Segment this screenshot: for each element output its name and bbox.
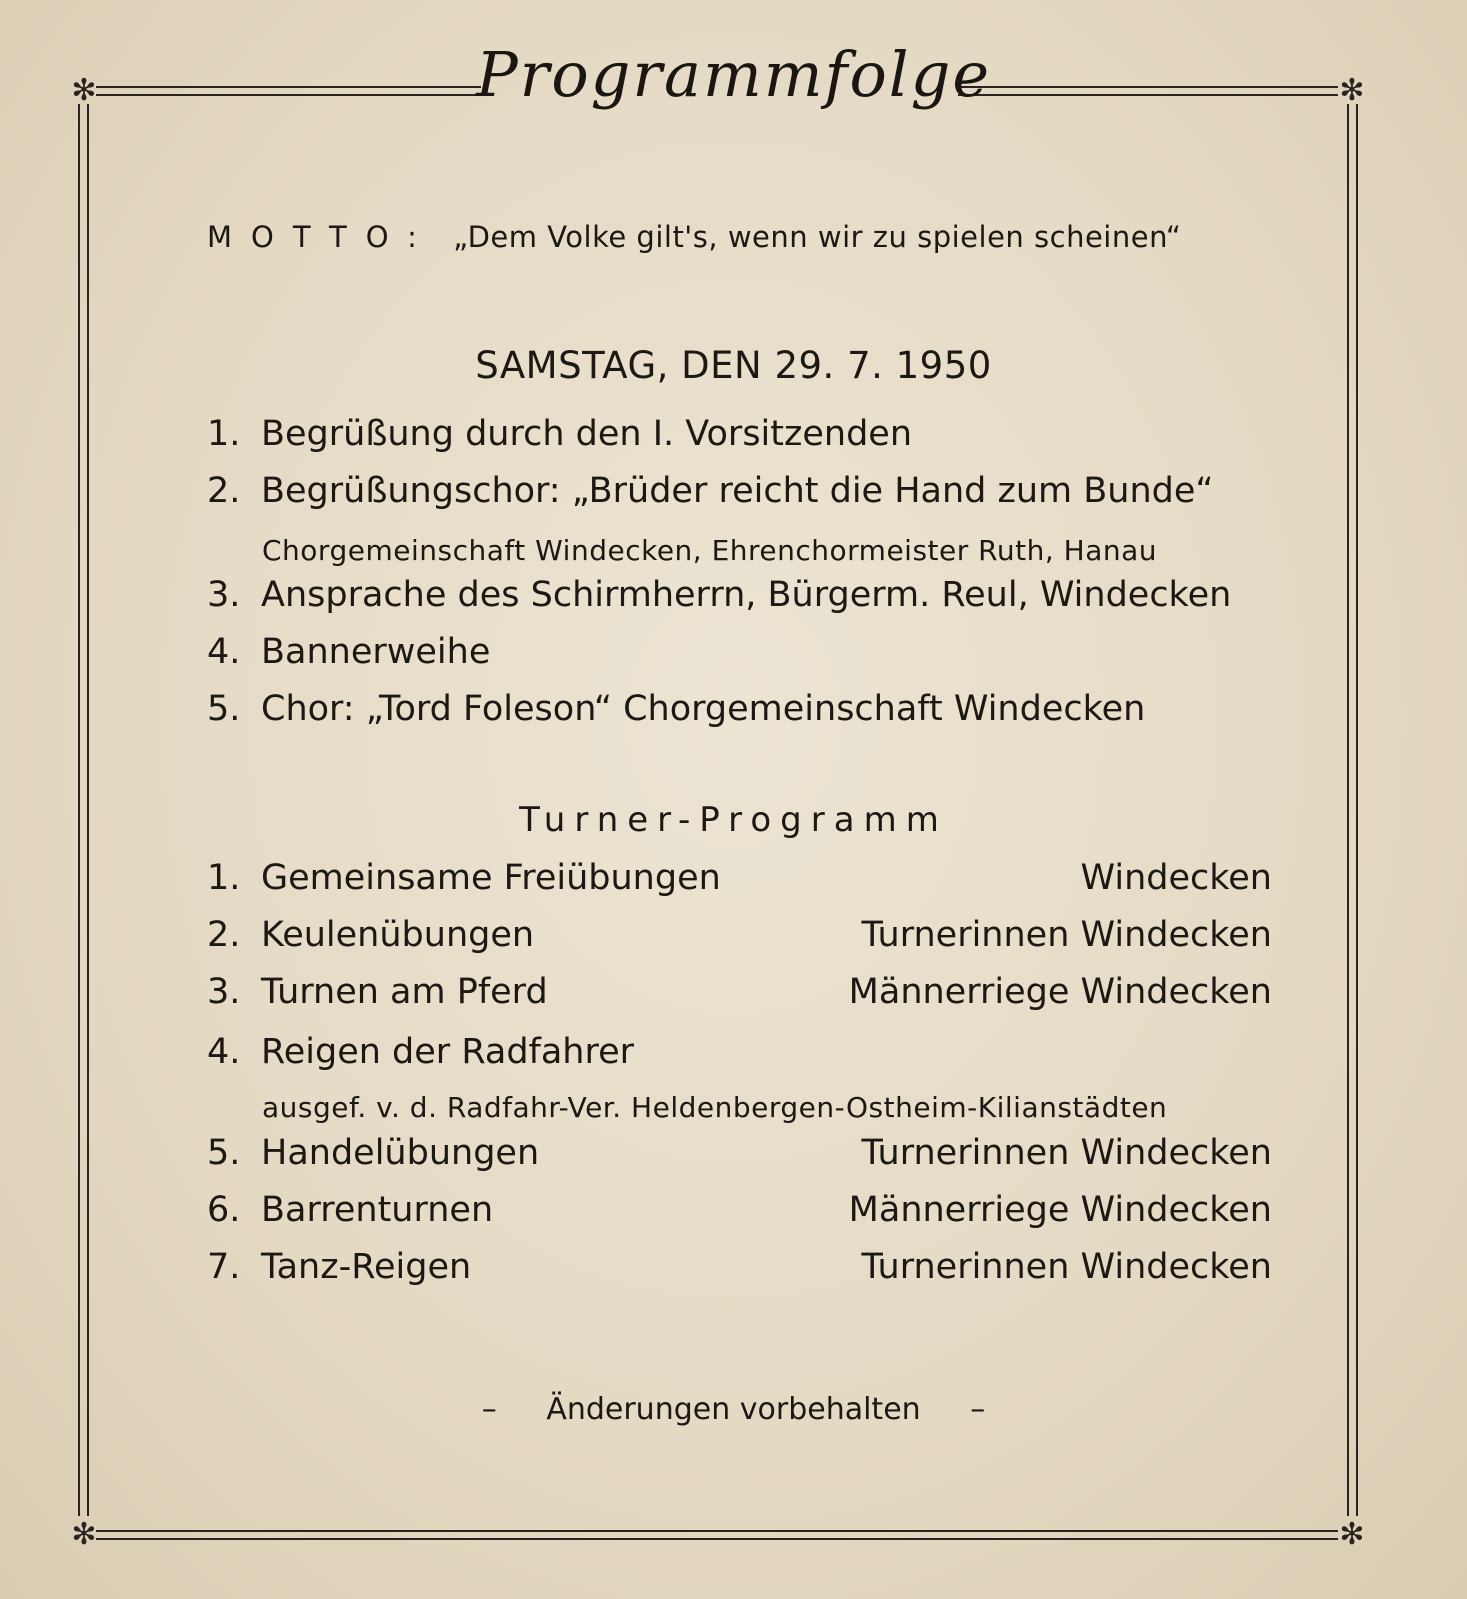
item-text: Handelübungen <box>261 1133 540 1173</box>
frame-bottom-outer <box>96 1530 1338 1532</box>
footer-text: Änderungen vorbehalten <box>546 1392 921 1427</box>
page-title: Programmfolge <box>475 38 992 111</box>
item-number: 2. <box>207 915 241 955</box>
item-performer: Windecken <box>1080 858 1272 898</box>
item-text: Tanz-Reigen <box>261 1247 472 1287</box>
corner-ornament-icon: ✻ <box>1339 73 1365 108</box>
footer-dash: – <box>970 1392 986 1427</box>
item-performer: Turnerinnen Windecken <box>861 1133 1272 1173</box>
item-text: Turnen am Pferd <box>261 972 548 1012</box>
day-heading: SAMSTAG, DEN 29. 7. 1950 <box>475 344 992 387</box>
list-item <box>207 915 1272 965</box>
item-text: Keulenübungen <box>261 915 535 955</box>
list-item <box>207 1133 1272 1183</box>
item-text: Begrüßung durch den I. Vorsitzenden <box>261 414 913 454</box>
list-item <box>207 632 1272 682</box>
item-number: 4. <box>207 1032 241 1072</box>
list-item <box>207 1032 1272 1082</box>
item-performer: Männerriege Windecken <box>848 972 1272 1012</box>
list-item <box>207 972 1272 1022</box>
item-text: Gemeinsame Freiübungen <box>261 858 721 898</box>
item-performer: Turnerinnen Windecken <box>861 915 1272 955</box>
corner-ornament-icon: ✻ <box>71 73 97 108</box>
item-performer: Turnerinnen Windecken <box>861 1247 1272 1287</box>
motto-label: MOTTO: <box>207 220 436 254</box>
item-text: Begrüßungschor: „Brüder reicht die Hand zum Bunde“ <box>261 471 1214 511</box>
item-number: 4. <box>207 632 241 672</box>
frame-bottom-inner <box>96 1538 1338 1540</box>
section-heading: Turner-Programm <box>519 800 948 840</box>
list-item <box>207 471 1272 521</box>
motto <box>207 220 1181 254</box>
item-number: 1. <box>207 414 241 454</box>
corner-ornament-icon: ✻ <box>71 1517 97 1552</box>
list-item <box>207 858 1272 908</box>
item-number: 5. <box>207 1133 241 1173</box>
item-number: 7. <box>207 1247 241 1287</box>
footer-note <box>0 1392 1467 1427</box>
list-item <box>207 414 1272 464</box>
item-number: 3. <box>207 575 241 615</box>
list-item <box>207 1247 1272 1297</box>
item-performer: Männerriege Windecken <box>848 1190 1272 1230</box>
motto-quote: „Dem Volke gilt's, wenn wir zu spielen scheinen“ <box>453 220 1182 254</box>
list-item <box>207 575 1272 625</box>
list-item <box>207 1190 1272 1240</box>
list-item <box>207 689 1272 739</box>
item-number: 2. <box>207 471 241 511</box>
item-text: Ansprache des Schirmherrn, Bürgerm. Reul, Windecken <box>261 575 1232 615</box>
item-text: Bannerweihe <box>261 632 491 672</box>
item-number: 3. <box>207 972 241 1012</box>
corner-ornament-icon: ✻ <box>1339 1517 1365 1552</box>
item-subtext: ausgef. v. d. Radfahr-Ver. Heldenbergen-Ostheim-Kilianstädten <box>262 1091 1168 1124</box>
item-number: 6. <box>207 1190 241 1230</box>
footer-dash: – <box>481 1392 497 1427</box>
item-number: 5. <box>207 689 241 729</box>
item-text: Reigen der Radfahrer <box>261 1032 635 1072</box>
item-text: Barrenturnen <box>261 1190 494 1230</box>
item-number: 1. <box>207 858 241 898</box>
item-subtext: Chorgemeinschaft Windecken, Ehrenchormeister Ruth, Hanau <box>262 534 1158 567</box>
item-text: Chor: „Tord Foleson“ Chorgemeinschaft Windecken <box>261 689 1146 729</box>
